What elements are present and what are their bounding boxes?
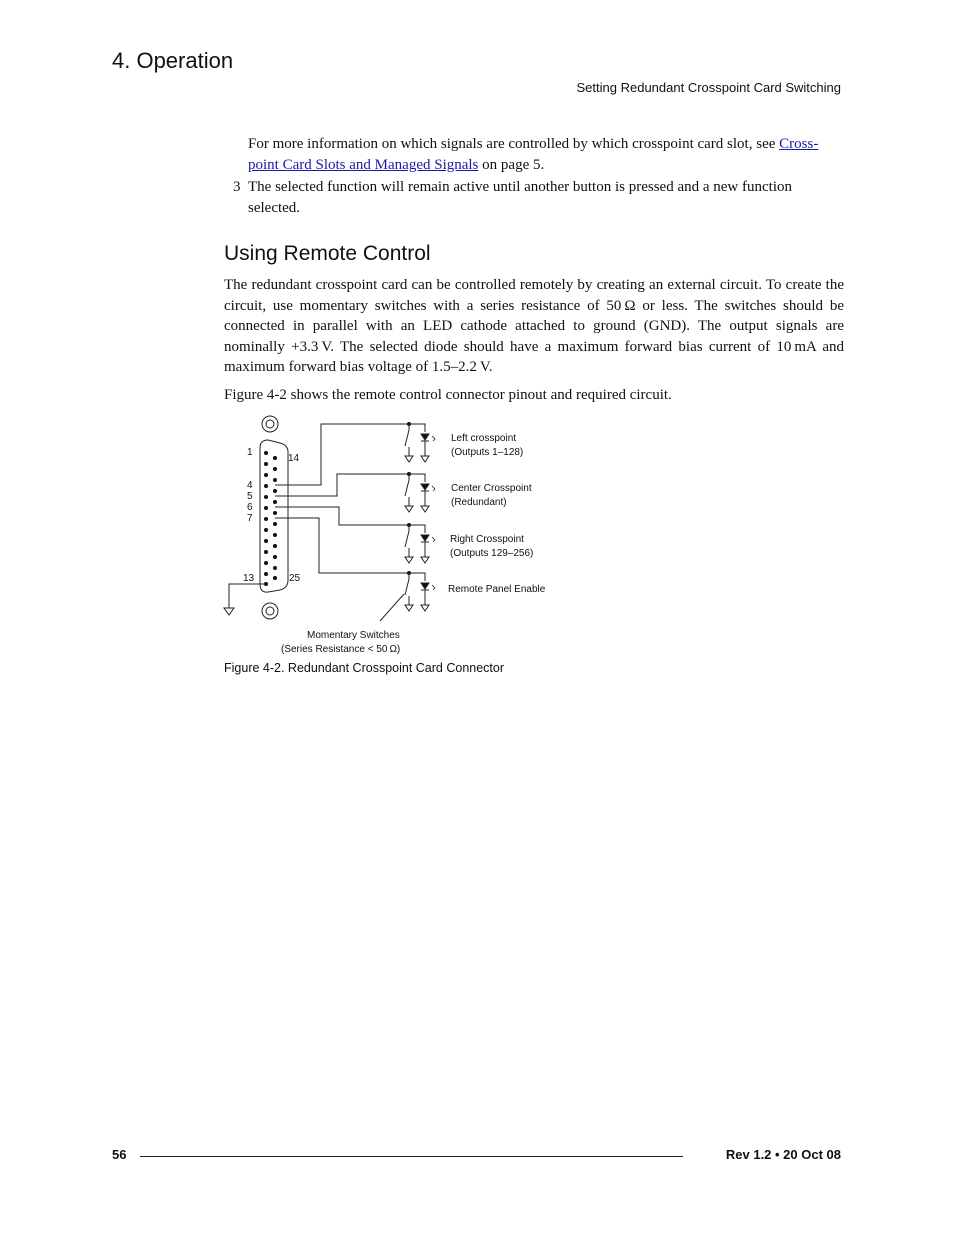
led-cathode-wire: [421, 590, 429, 605]
step-text: The selected function will remain active until another button is pressed and a new function selected.: [248, 179, 792, 216]
figure-caption: Figure 4-2. Redundant Crosspoint Card Connector: [224, 661, 505, 675]
ground-icon: [405, 557, 413, 563]
section-running-head: Setting Redundant Crosspoint Card Switching: [576, 80, 841, 95]
remote-control-paragraph: The redundant crosspoint card can be controlled remotely by creating an external circuit. To create the circuit, use momentary switches with a series resistance of 50 Ω or less. The switches should be connected in parallel with an LED cathode attached to ground (GND). The output signals are nominally +3.3 V. The selected diode should have a maximum forward bias current of 10 mA and maximum forward bias voltage of 1.5–2.2 V.: [224, 277, 844, 375]
led-emission-icon: [432, 585, 435, 590]
bottom-screw-icon: [262, 603, 278, 619]
chapter-title: 4. Operation: [112, 48, 234, 73]
momentary-switch-icon: [405, 424, 409, 456]
led-emission-icon: [432, 537, 435, 542]
led-emission-icon: [432, 436, 435, 441]
ground-icon: [421, 506, 429, 512]
right-crosspoint-label: Right Crosspoint: [450, 534, 524, 545]
pin-label-4: 4: [247, 480, 253, 491]
left-crosspoint-label: Left crosspoint: [451, 433, 517, 444]
led-diode-icon: [421, 484, 429, 490]
series-resistance-label: (Series Resistance < 50 Ω): [281, 644, 401, 655]
pin-label-25: 25: [289, 573, 301, 584]
led-emission-icon: [432, 486, 435, 491]
revision-date: Rev 1.2 • 20 Oct 08: [725, 1147, 841, 1162]
pin-label-14: 14: [288, 453, 300, 464]
top-screw-icon: [262, 416, 278, 432]
ground-icon: [405, 605, 413, 611]
connector-diagram: [220, 412, 560, 662]
ground-icon: [421, 605, 429, 611]
switch-led-branches: [405, 422, 435, 611]
led-cathode-wire: [421, 542, 429, 557]
ground-icon: [405, 506, 413, 512]
led-cathode-wire: [421, 491, 429, 506]
led-feed-wire: [409, 474, 425, 482]
pin-label-5: 5: [247, 491, 253, 502]
pin-label-13: 13: [243, 573, 255, 584]
pin-label-6: 6: [247, 502, 253, 513]
led-diode-icon: [421, 583, 429, 589]
led-feed-wire: [409, 573, 425, 581]
step-number: 3: [233, 179, 241, 195]
pin-label-7: 7: [247, 513, 253, 524]
center-crosspoint-sub: (Redundant): [451, 497, 507, 508]
ground-icon: [421, 456, 429, 462]
momentary-switch-icon: [405, 525, 409, 557]
info-paragraph: [248, 134, 843, 175]
footer-rule: [140, 1156, 683, 1157]
remote-panel-enable-label: Remote Panel Enable: [448, 584, 546, 595]
led-cathode-wire: [421, 441, 429, 456]
section-heading: Using Remote Control: [224, 242, 431, 265]
connector-circuit-svg: [220, 412, 560, 662]
led-diode-icon: [421, 434, 429, 440]
pin-label-1: 1: [247, 447, 253, 458]
ground-icon: [405, 456, 413, 462]
led-diode-icon: [421, 535, 429, 541]
ground-icon: [421, 557, 429, 563]
info-text-before: For more information on which signals are controlled by which crosspoint card slot, see: [248, 136, 780, 152]
momentary-switch-icon: [405, 573, 409, 605]
center-crosspoint-label: Center Crosspoint: [451, 483, 532, 494]
info-text-after: on page 5.: [478, 156, 545, 173]
step-item: [233, 177, 843, 218]
right-crosspoint-sub: (Outputs 129–256): [450, 548, 534, 559]
led-feed-wire: [409, 424, 425, 432]
page-number: 56: [112, 1147, 127, 1162]
figure-intro-paragraph: Figure 4-2 shows the remote control connector pinout and required circuit.: [224, 387, 672, 403]
cross-reference-link[interactable]: Cross-point Card Slots and Managed Signals: [248, 136, 819, 173]
led-feed-wire: [409, 525, 425, 533]
momentary-switches-label: Momentary Switches: [307, 630, 400, 641]
momentary-switch-icon: [405, 474, 409, 506]
left-crosspoint-sub: (Outputs 1–128): [451, 447, 524, 458]
